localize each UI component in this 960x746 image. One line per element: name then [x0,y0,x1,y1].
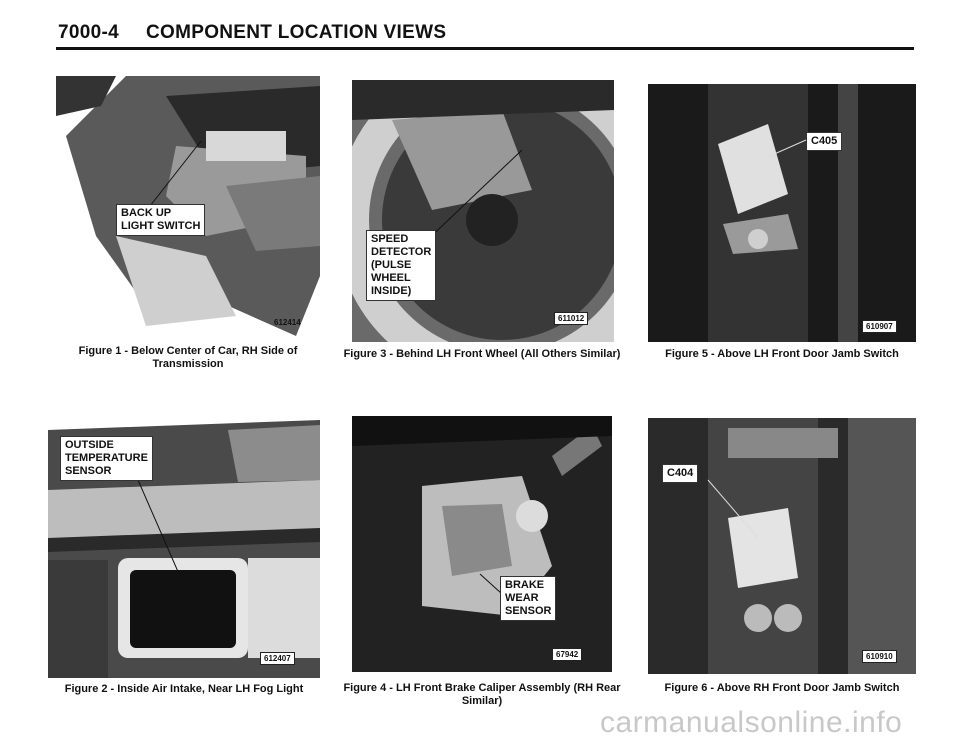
figure-6-photo [648,418,916,674]
watermark: carmanualsonline.info [600,706,903,739]
figure-5-caption: Figure 5 - Above LH Front Door Jamb Switch [665,348,899,360]
figure-3-callout: SPEED DETECTOR (PULSE WHEEL INSIDE) [366,230,436,301]
figure-3-caption: Figure 3 - Behind LH Front Wheel (All Others Similar) [343,348,621,360]
figure-6-caption: Figure 6 - Above RH Front Door Jamb Switch [664,682,900,694]
figure-2-photo-id: 612407 [260,652,295,665]
figure-2-photo [48,410,320,678]
figure-6-photo-id: 610910 [862,650,897,663]
figure-1-callout: BACK UP LIGHT SWITCH [116,204,205,236]
figure-5-callout: C405 [806,132,842,151]
page-title: COMPONENT LOCATION VIEWS [146,22,447,43]
figure-3-photo [352,80,614,342]
header-divider [56,47,914,50]
figure-5-photo [648,84,916,342]
figure-4-photo [352,416,612,672]
figure-3-photo-id: 611012 [554,312,588,325]
section-number: 7000-4 [58,22,119,43]
figure-6-callout: C404 [662,464,698,483]
figure-5-photo-id: 610907 [862,320,897,333]
figure-1-photo-id: 612414 [274,318,301,327]
figure-1-caption: Figure 1 - Below Center of Car, RH Side of Transmission [78,345,298,370]
figure-2-caption: Figure 2 - Inside Air Intake, Near LH Fog Light [64,683,304,695]
figure-2-callout: OUTSIDE TEMPERATURE SENSOR [60,436,153,481]
figure-4-callout: BRAKE WEAR SENSOR [500,576,556,621]
figure-1-photo [56,76,320,340]
figure-4-caption: Figure 4 - LH Front Brake Caliper Assembly (RH Rear Similar) [343,682,621,707]
figure-4-photo-id: 67942 [552,648,582,661]
